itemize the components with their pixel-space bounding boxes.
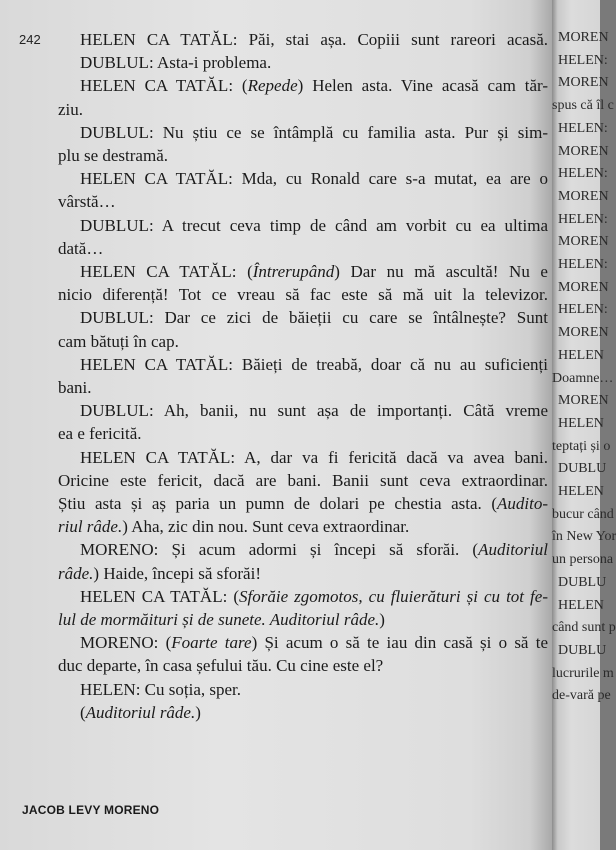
line-text: HELEN CA TATĂL: A, dar va fi fericită dacă va avea bani.: [80, 447, 548, 467]
line-text: HELEN CA TATĂL: Păi, stai așa. Copiii sunt rareori acasă.: [80, 30, 548, 49]
right-page-fragment: spus că îl c: [552, 98, 614, 114]
right-page-fragment: MOREN: [558, 75, 609, 91]
line-text: DUBLUL: Asta-i problema.: [80, 53, 272, 73]
right-page-fragment: MOREN: [558, 325, 609, 341]
line-text: HELEN CA TATĂL: (: [80, 586, 240, 606]
text-line: [58, 517, 548, 537]
line-text: cam bătuți în cap.: [58, 331, 179, 351]
text-line: [58, 401, 548, 423]
right-page-fragment: HELEN:: [558, 120, 608, 136]
right-page-fragment: MOREN: [558, 279, 609, 295]
stage-direction: Audito-: [497, 494, 548, 513]
text-line: [58, 587, 548, 609]
running-footer-author: JACOB LEVY MORENO: [22, 803, 160, 817]
line-text: Oricine este fericit, dacă are bani. Banii sunt ceva extraordinar.: [58, 470, 548, 490]
right-page-fragment: DUBLU: [558, 574, 607, 590]
line-text: ) Haide, începi să sforăi!: [93, 563, 261, 583]
right-page-fragment: Doamne…: [552, 370, 614, 386]
text-line: [58, 192, 548, 212]
line-text: nicio diferență! Tot ce vreau să fac este să mă uit la televizor.: [58, 285, 548, 305]
text-line: [58, 30, 548, 52]
right-page-fragment: DUBLU: [558, 642, 607, 658]
right-page-fragment: MOREN: [558, 188, 609, 204]
text-line: [58, 633, 548, 655]
text-line: [58, 355, 548, 377]
line-text: ): [195, 702, 201, 722]
text-line: [58, 285, 548, 307]
right-page-fragment: teptați și o: [552, 438, 611, 454]
line-text: HELEN CA TATĂL: (: [80, 76, 248, 96]
line-text: ea e fericită.: [58, 424, 142, 444]
right-page-fragment: HELEN:: [558, 211, 608, 227]
stage-direction: râde.: [58, 563, 94, 583]
right-page-fragment: MOREN: [558, 234, 609, 250]
line-text: ): [379, 610, 385, 629]
right-page-fragment: un persona: [552, 552, 614, 568]
stage-direction: Sforăie zgomotos, cu fluierături și cu tot fe-: [239, 586, 548, 606]
line-text: duc departe, în casa șefului tău. Cu cine este el?: [58, 656, 384, 676]
line-text: (: [80, 702, 86, 722]
text-line: [58, 53, 548, 73]
text-line: [58, 239, 548, 259]
line-text: ) Dar nu mă ascultă! Nu e: [334, 262, 548, 281]
text-line: [58, 262, 548, 284]
text-line: [58, 494, 548, 516]
right-page-fragment: HELEN:: [558, 302, 608, 318]
text-line: [58, 332, 548, 352]
line-text: ziu.: [58, 99, 84, 119]
line-text: DUBLUL: Ah, banii, nu sunt așa de importanți. Câtă vreme: [80, 401, 548, 421]
line-text: HELEN CA TATĂL: Băieți de treabă, doar că nu au suficienți: [80, 354, 548, 374]
text-line: [58, 471, 548, 493]
text-line: [58, 703, 548, 723]
right-page-fragment: HELEN:: [558, 166, 608, 182]
line-text: ) Și acum o să te iau din casă și o să te: [251, 633, 548, 653]
stage-direction: Auditoriul râde.: [85, 702, 196, 722]
text-line: [58, 424, 548, 444]
right-page-fragment: HELEN:: [558, 257, 608, 272]
right-page-fragment: MOREN: [558, 30, 609, 45]
right-page-fragment: HELEN: [558, 597, 604, 613]
line-text: ) Aha, zic din nou. Sunt ceva extraordinar.: [122, 517, 410, 537]
line-text: MORENO: Și acum adormi și începi să sforăi. (: [80, 540, 479, 560]
text-line: [58, 378, 548, 398]
right-page-fragment: DUBLU: [558, 461, 607, 477]
text-line: [58, 100, 548, 120]
line-text: HELEN CA TATĂL: (: [80, 262, 253, 281]
right-page-fragment: HELEN: [558, 347, 604, 363]
line-text: ) Helen asta. Vine acasă cam tăr-: [297, 76, 548, 96]
right-page-fragment: HELEN:: [558, 52, 608, 68]
stage-direction: Foarte tare: [171, 633, 252, 653]
line-text: DUBLUL: Dar ce zici de băieții cu care se întâlnește? Sunt: [80, 308, 548, 328]
line-text: bani.: [58, 378, 92, 397]
right-page-fragment: HELEN: [558, 484, 604, 499]
text-line: [58, 564, 548, 584]
line-text: DUBLUL: Nu știu ce se întâmplă cu familia asta. Pur și sim-: [80, 122, 548, 142]
text-line: [58, 123, 548, 145]
right-page-fragment: de-vară pe: [552, 688, 611, 704]
text-line: [58, 610, 548, 630]
stage-direction: Întrerupând: [252, 262, 335, 281]
line-text: Știu asta și aș paria un pumn de dolari pe chestia asta. (: [58, 494, 497, 513]
line-text: DUBLUL: A trecut ceva timp de când am vorbit cu ea ultima: [80, 215, 548, 235]
line-text: vârstă…: [58, 192, 116, 212]
text-line: [58, 308, 548, 330]
right-page-fragment: lucrurile m: [552, 665, 614, 681]
text-line: [58, 216, 548, 238]
line-text: plu se destramă.: [58, 146, 168, 165]
right-page-fragment: bucur când: [552, 506, 614, 522]
right-page-fragment: MOREN: [558, 143, 609, 159]
text-line: [58, 656, 548, 676]
stage-direction: Auditoriul: [478, 540, 548, 560]
page-number: 242: [19, 32, 41, 47]
right-page-fragment: în New Yor: [552, 529, 616, 545]
stage-direction: lul de mormăituri și de sunete. Auditoriul râde.: [58, 610, 380, 629]
text-line: [58, 76, 548, 98]
line-text: MORENO: (: [80, 633, 172, 653]
text-line: [58, 448, 548, 470]
right-page-edge: [552, 0, 616, 850]
right-page-fragment: HELEN: [558, 415, 604, 431]
text-line: [58, 169, 548, 191]
right-page-fragment: când sunt p: [552, 620, 616, 636]
text-line: [58, 146, 548, 166]
line-text: HELEN: Cu soția, sper.: [80, 679, 242, 699]
text-line: [58, 540, 548, 562]
text-line: [58, 680, 548, 700]
line-text: dată…: [58, 238, 104, 258]
stage-direction: riul râde.: [58, 517, 123, 537]
right-page-fragment: MOREN: [558, 393, 609, 409]
stage-direction: Repede: [247, 76, 298, 96]
line-text: HELEN CA TATĂL: Mda, cu Ronald care s-a mutat, ea are o: [80, 169, 548, 189]
